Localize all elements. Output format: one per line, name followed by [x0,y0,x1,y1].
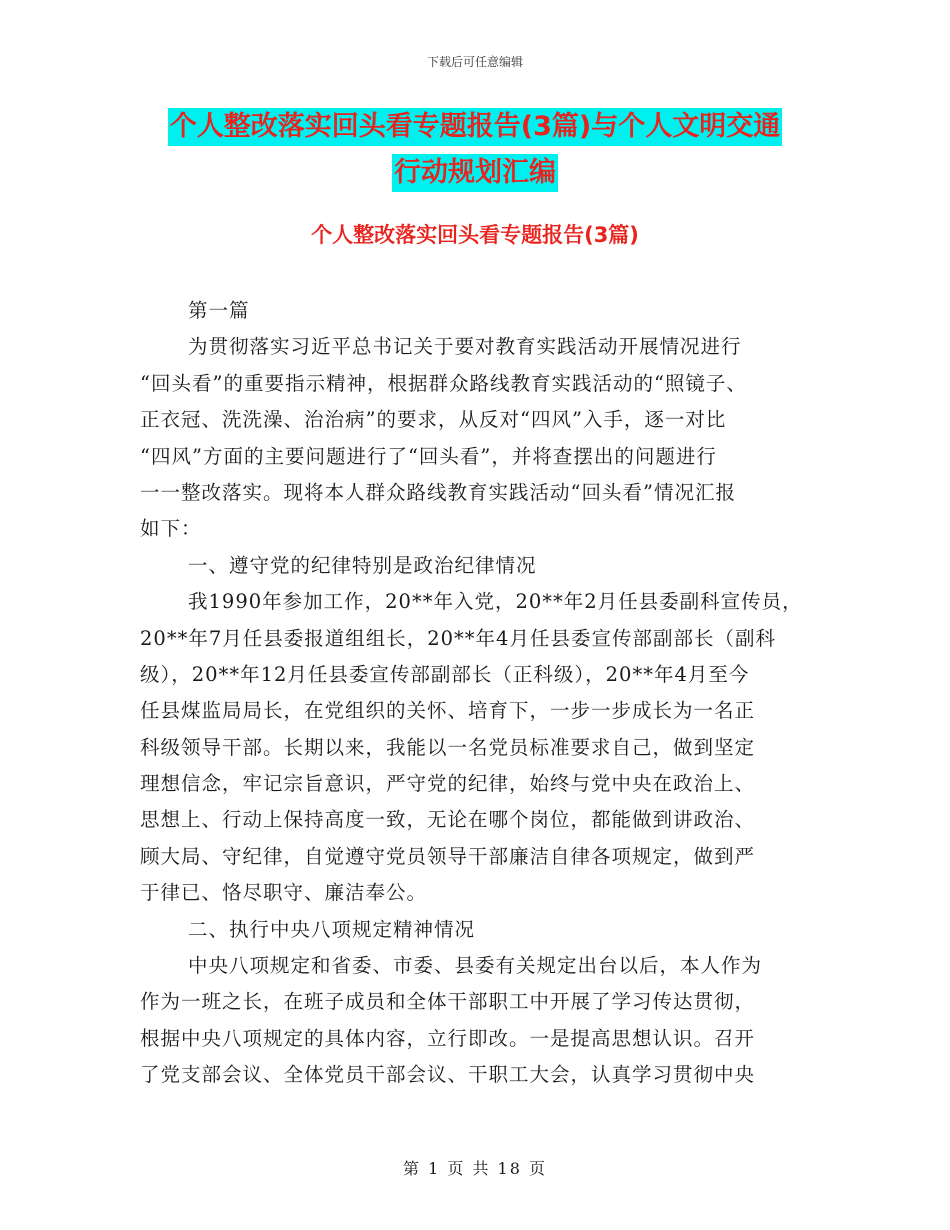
title-line-1: 个人整改落实回头看专题报告(3篇)与个人文明交通 [168,108,782,146]
body-line: 20**年7月任县委报道组组长，20**年4月任县委宣传部副部长（副科 [140,626,776,650]
body-line: 级），20**年12月任县委宣传部副部长（正科级），20**年4月至今 [140,662,750,686]
body-line: 思想上、行动上保持高度一致，无论在哪个岗位，都能做到讲政治、 [140,808,756,832]
body-line: 正衣冠、洗洗澡、治治病”的要求，从反对“四风”入手，逐一对比 [140,408,727,432]
body-line: 作为一班之长，在班子成员和全体干部职工中开展了学习传达贯彻， [140,990,756,1014]
body-line: “四风”方面的主要问题进行了“回头看”，并将查摆出的问题进行 [140,444,717,468]
body-line: “回头看”的重要指示精神，根据群众路线教育实践活动的“照镜子、 [140,371,747,395]
document-title [0,108,950,200]
body-line: 如下： [140,517,202,541]
section-subtitle: 个人整改落实回头看专题报告(3篇) [311,223,639,247]
body-line: 于律已、恪尽职守、廉洁奉公。 [140,881,428,905]
body-line: 第一篇 [188,299,250,322]
body-line: 任县煤监局局长，在党组织的关怀、培育下，一步一步成长为一名正 [140,699,756,723]
body-line: 一一整改落实。现将本人群众路线教育实践活动“回头看”情况汇报 [140,480,736,504]
body-line: 顾大局、守纪律，自觉遵守党员领导干部廉洁自律各项规定，做到严 [140,844,756,868]
body-line: 了党支部会议、全体党员干部会议、干职工大会，认真学习贯彻中央 [140,1063,756,1087]
body-line: 为贯彻落实习近平总书记关于要对教育实践活动开展情况进行 [188,335,742,359]
body-line: 理想信念，牢记宗旨意识，严守党的纪律，始终与党中央在政治上、 [140,772,756,796]
body-line: 我1990年参加工作，20**年入党，20**年2月任县委副科宣传员， [188,590,803,614]
page-header-note: 下载后可任意编辑 [426,55,523,69]
body-line: 一、遵守党的纪律特别是政治纪律情况 [188,553,537,577]
body-line: 二、执行中央八项规定精神情况 [188,917,476,941]
title-line-2: 行动规划汇编 [392,154,558,192]
document-body [140,293,812,1094]
body-line: 根据中央八项规定的具体内容，立行即改。一是提高思想认识。召开 [140,1026,756,1050]
body-line: 科级领导干部。长期以来，我能以一名党员标准要求自己，做到坚定 [140,735,756,759]
page-number: 第 1 页 共 18 页 [403,1159,547,1178]
body-line: 中央八项规定和省委、市委、县委有关规定出台以后，本人作为 [188,954,763,978]
